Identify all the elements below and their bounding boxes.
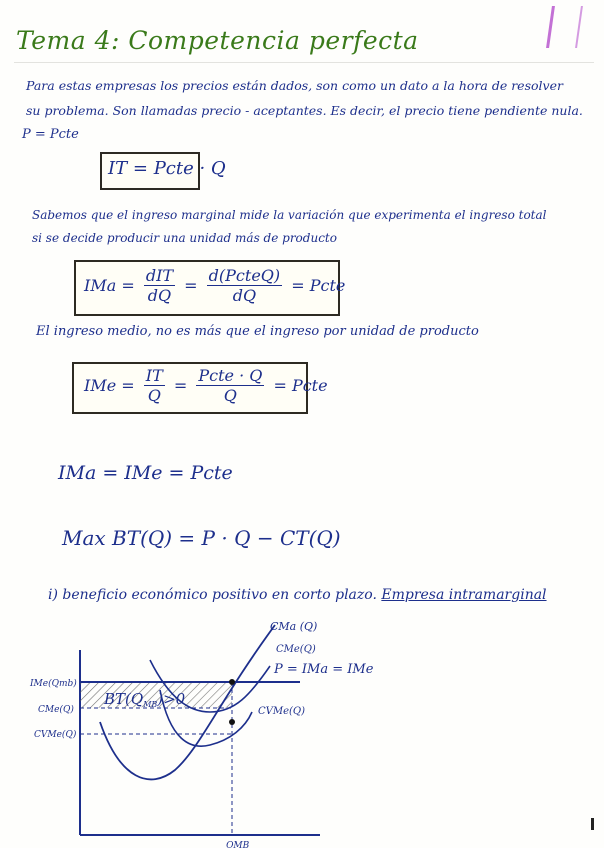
equals-sign: =: [121, 376, 135, 395]
graph-bt-suffix: )>0: [157, 690, 186, 708]
title-rule: [14, 62, 594, 63]
graph-y-label-mid: CMe(Q): [38, 705, 74, 715]
intro-line-3: P = Pcte: [22, 127, 79, 142]
equals-sign: =: [291, 276, 305, 295]
graph-label-cma: CMa (Q): [270, 620, 318, 633]
graph-bt-sub: MB: [143, 700, 158, 709]
graph-y-label-low: CVMe(Q): [34, 730, 77, 740]
fraction-dpq-dq: [207, 266, 282, 305]
numerator: IT: [145, 366, 163, 385]
marginal-text-line-1: Sabemos que el ingreso marginal mide la variación que experimenta el ingreso total: [32, 208, 547, 222]
fraction-dit-dq: [144, 266, 175, 305]
formula-ima: [84, 266, 345, 305]
graph-bt-main: BT(Q: [104, 690, 144, 708]
equals-sign: =: [173, 376, 188, 395]
numerator: dIT: [145, 266, 174, 285]
graph-label-price: P = IMa = IMe: [274, 662, 374, 677]
graph-label-cvme: CVMe(Q): [258, 706, 306, 717]
formula-it-lhs: IT: [108, 158, 128, 179]
equality-line: IMa = IMe = Pcte: [58, 462, 233, 484]
denominator: dQ: [147, 286, 172, 305]
graph-y-label-top: IMe(Qmb): [30, 679, 77, 689]
fraction-it-q: [144, 366, 165, 405]
cvme-point: [229, 719, 235, 725]
formula-ime-lhs: IMe: [84, 376, 117, 395]
equals-sign: =: [184, 276, 198, 295]
fraction-pq-q: [196, 366, 264, 405]
intro-line-1: Para estas empresas los precios están dados, son como un dato a la hora de resolver: [26, 78, 563, 93]
denominator: Q: [223, 386, 237, 405]
formula-it-rhs: Pcte · Q: [153, 158, 226, 179]
numerator: d(PcteQ): [208, 266, 281, 285]
formula-ima-lhs: IMa: [84, 276, 117, 295]
section-i-prefix: i) beneficio económico positivo en corto plazo.: [48, 587, 377, 603]
equals-sign: =: [132, 158, 148, 179]
medio-text: El ingreso medio, no es más que el ingreso por unidad de producto: [36, 324, 479, 339]
numerator: Pcte · Q: [198, 366, 263, 385]
equals-sign: =: [273, 376, 287, 395]
formula-ime-rhs: Pcte: [291, 376, 328, 395]
highlighter-mark: [546, 6, 583, 48]
denominator: Q: [147, 386, 161, 405]
intro-line-2: su problema. Son llamadas precio - aceptantes. Es decir, el precio tiene pendiente nula.: [26, 103, 583, 118]
page-title: Tema 4: Competencia perfecta: [16, 26, 419, 55]
formula-it: [108, 158, 226, 179]
denominator: dQ: [232, 286, 257, 305]
formula-ima-rhs: Pcte: [309, 276, 346, 295]
graph-x-label: QMB: [226, 841, 250, 848]
section-i-underlined: Empresa intramarginal: [381, 587, 547, 603]
formula-ime: [84, 366, 328, 405]
max-problem: Max BT(Q) = P · Q − CT(Q): [62, 526, 341, 550]
page-edge-mark: [591, 818, 594, 830]
equals-sign: =: [121, 276, 135, 295]
graph-label-cme: CMe(Q): [276, 644, 316, 655]
eq-point: [229, 679, 235, 685]
marginal-text-line-2: si se decide producir una unidad más de producto: [32, 231, 337, 245]
cost-revenue-graph: [0, 600, 604, 848]
